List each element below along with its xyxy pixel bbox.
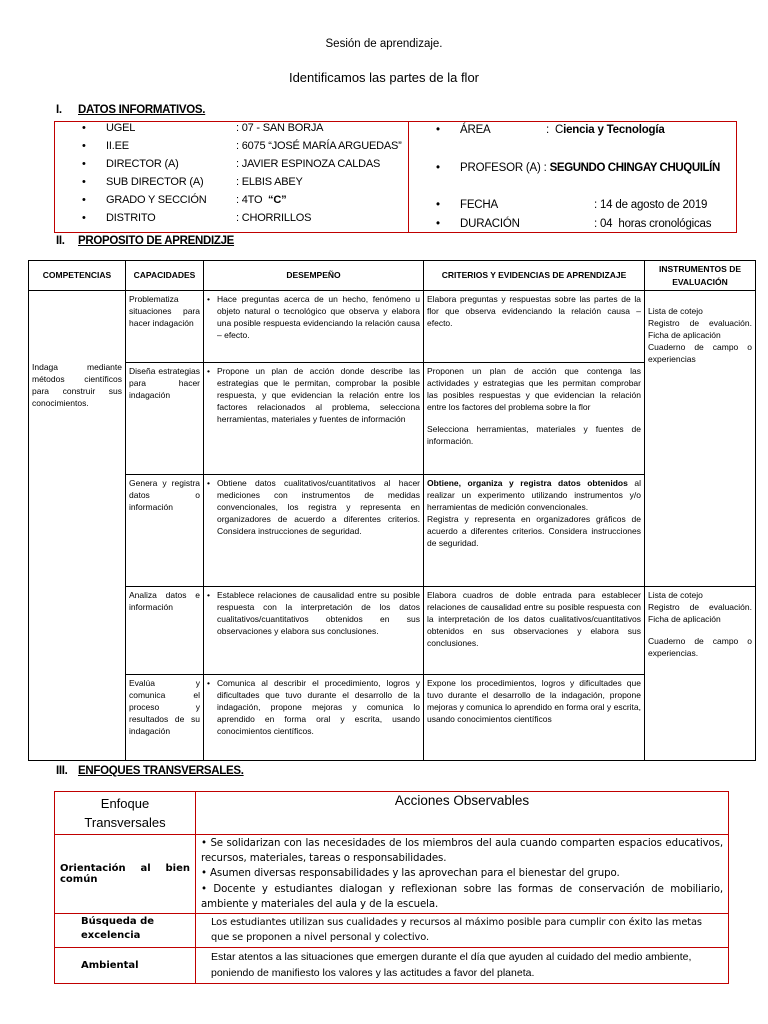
bullet-icon: • <box>207 590 210 600</box>
header-competencias: COMPETENCIAS <box>29 261 126 291</box>
section-3-heading <box>56 765 244 777</box>
table-header-row <box>29 261 756 291</box>
table-row <box>29 587 756 675</box>
enfoques-header-row <box>55 792 729 835</box>
enfoque-actions: Estar atentos a las situaciones que emergen durante el día que ayuden al cuidado del medio ambiente, poniendo de manifiesto los valores y las actitudes a favor del planeta. <box>196 947 729 983</box>
desempeno-cell: • Establece relaciones de causalidad entre su posible respuesta con la interpretación de los datos cualitativos/cuantitativos obtenidos en sus observaciones y elabora sus conclusiones. <box>204 587 424 675</box>
bullet-icon: • <box>82 212 86 224</box>
section-3-number: III. <box>56 765 68 777</box>
bullet-icon: • <box>207 678 210 688</box>
bullet-icon: • <box>82 194 86 206</box>
capacidad-cell: Evalúa y comunica el proceso y resultados de su indagación <box>126 675 204 761</box>
section-2-number: II. <box>56 235 65 247</box>
profesor-value: SEGUNDO CHINGAY CHUQUILÍN <box>549 162 720 174</box>
info-duracion: • DURACIÓN : 04 horas cronológicas <box>436 218 712 230</box>
bullet-icon: • <box>207 478 210 488</box>
bullet-icon: • <box>436 199 440 211</box>
info-row-grado: • GRADO Y SECCIÓN : 4TO “C” <box>82 194 287 206</box>
table-row <box>55 914 729 947</box>
bullet-icon: • <box>82 122 86 134</box>
table-row <box>29 291 756 363</box>
enfoques-table <box>54 791 729 984</box>
enfoque-actions: • Se solidarizan con las necesidades de los miembros del aula cuando comparten espacios educativos, recursos, materiales, tareas o responsabilidades. • Asumen diversas responsabilidades y las aprovechan para el bienestar del grupo. • Docente y estudiantes dialogan y reflexionan sobre las formas de conservación de mobiliario, ambiente y materiales del aula y de la escuela. <box>196 834 729 913</box>
instrumentos-cell: Lista de cotejo Registro de evaluación. Ficha de aplicación Cuaderno de campo o experiencias <box>645 291 756 587</box>
info-row-subdirector: • SUB DIRECTOR (A) : ELBIS ABEY <box>82 176 303 188</box>
header-criterios: CRITERIOS Y EVIDENCIAS DE APRENDIZAJE <box>424 261 645 291</box>
info-box-divider <box>408 121 409 233</box>
bullet-icon: • <box>207 366 210 376</box>
area-value: iencia y Tecnología <box>563 124 665 136</box>
session-title: Sesión de aprendizaje. <box>325 38 443 50</box>
enfoque-label: Ambiental <box>55 947 196 983</box>
info-area: • ÁREA : Ciencia y Tecnología <box>436 124 665 136</box>
criterio-cell: Elabora preguntas y respuestas sobre las partes de la flor que observa evidenciando la relación causa – efecto. <box>424 291 645 363</box>
grado-section-letter: “C” <box>268 194 287 206</box>
info-row-director: • DIRECTOR (A) : JAVIER ESPINOZA CALDAS <box>82 158 381 170</box>
proposito-table <box>28 260 756 761</box>
capacidad-cell: Genera y registra datos o información <box>126 475 204 587</box>
desempeno-cell: • Comunica al describir el procedimiento, logros y dificultades que tuvo durante el desarrollo de la indagación, propone mejoras y comunica lo aprendido en forma oral y escrita, usando conocimientos científicos. <box>204 675 424 761</box>
table-row <box>55 947 729 983</box>
competencia-cell: Indaga mediante métodos científicos para construir sus conocimientos. <box>29 291 126 761</box>
enfoque-label: Búsqueda de excelencia <box>55 914 196 947</box>
header-desempeno: DESEMPEÑO <box>204 261 424 291</box>
enfoques-header-right: Acciones Observables <box>196 792 729 835</box>
instrumentos-cell: Lista de cotejo Registro de evaluación. Ficha de aplicación Cuaderno de campo o experiencias. <box>645 587 756 761</box>
section-2-heading <box>56 235 234 247</box>
capacidad-cell: Problematiza situaciones para hacer indagación <box>126 291 204 363</box>
info-profesor: • PROFESOR (A) : SEGUNDO CHINGAY CHUQUILÍN <box>436 162 720 174</box>
bullet-icon: • <box>82 176 86 188</box>
section-1-number: I. <box>56 104 62 116</box>
criterio-cell: Elabora cuadros de doble entrada para establecer relaciones de causalidad entre su posible respuesta con la interpretación de los datos cualitativos/cuantitativos obtenidos en sus observaciones y elabora sus conclusiones. <box>424 587 645 675</box>
bullet-icon: • <box>82 140 86 152</box>
section-2-title: PROPOSITO DE APRENDIZJE <box>78 235 235 247</box>
header-capacidades: CAPACIDADES <box>126 261 204 291</box>
criterio-cell: Proponen un plan de acción que contenga las actividades y estrategias que les permitan comprobar las posibles respuestas y que evidencian la relación entre los factores del problema sobre la flor Selecciona herramientas, materiales y fuentes de información. <box>424 363 645 475</box>
bullet-icon: • <box>436 162 440 174</box>
section-1-title: DATOS INFORMATIVOS. <box>78 104 206 116</box>
capacidad-cell: Diseña estrategias para hacer indagación <box>126 363 204 475</box>
bullet-icon: • <box>436 218 440 230</box>
table-row <box>55 834 729 913</box>
enfoque-actions: Los estudiantes utilizan sus cualidades y recursos al máximo posible para cumplir con éxito las metas que se proponen a nivel personal y colectivo. <box>196 914 729 947</box>
capacidad-cell: Analiza datos e información <box>126 587 204 675</box>
bullet-icon: • <box>436 124 440 136</box>
section-3-title: ENFOQUES TRANSVERSALES. <box>78 765 244 777</box>
desempeno-cell: • Hace preguntas acerca de un hecho, fenómeno u objeto natural o tecnológico que observa y elabora una posible respuesta evidenciando la relación causa – efecto. <box>204 291 424 363</box>
bullet-icon: • <box>82 158 86 170</box>
info-fecha: • FECHA : 14 de agosto de 2019 <box>436 199 708 211</box>
bullet-icon: • <box>207 294 210 304</box>
section-1-heading <box>56 104 205 116</box>
info-row-distrito: • DISTRITO : CHORRILLOS <box>82 212 312 224</box>
criterio-cell: Expone los procedimientos, logros y dificultades que tuvo durante el desarrollo de la indagación, propone mejoras y comunica lo aprendido en forma oral y escrita, usando conocimientos científicos <box>424 675 645 761</box>
enfoque-label: Orientación al bien común <box>55 834 196 913</box>
desempeno-cell: • Obtiene datos cualitativos/cuantitativos al hacer mediciones con instrumentos de medidas convencionales, los registra y representa en organizadores de acuerdo a diferentes criterios. Considera instrucciones de seguridad. <box>204 475 424 587</box>
info-row-iiee: • II.EE : 6075 “JOSÉ MARÍA ARGUEDAS” <box>82 140 402 152</box>
header-instrumentos: INSTRUMENTOS DE EVALUACIÓN <box>645 261 756 291</box>
enfoques-header-left: Enfoque Transversales <box>55 792 196 835</box>
topic-title: Identificamos las partes de la flor <box>288 70 480 85</box>
desempeno-cell: • Propone un plan de acción donde describe las estrategias que le permitan, comprobar la posible respuesta, y que evidencian la relación entre los factores relacionados al problema, selecciona herramientas, materiales y fuentes de información <box>204 363 424 475</box>
info-row-ugel: • UGEL : 07 - SAN BORJA <box>82 122 324 134</box>
criterio-cell: Obtiene, organiza y registra datos obtenidos al realizar un experimento utilizando instrumentos y/o herramientas de medición convencionales. Registra y representa en organizadores gráficos de acuerdo a diferentes criterios. Considera instrucciones de seguridad. <box>424 475 645 587</box>
